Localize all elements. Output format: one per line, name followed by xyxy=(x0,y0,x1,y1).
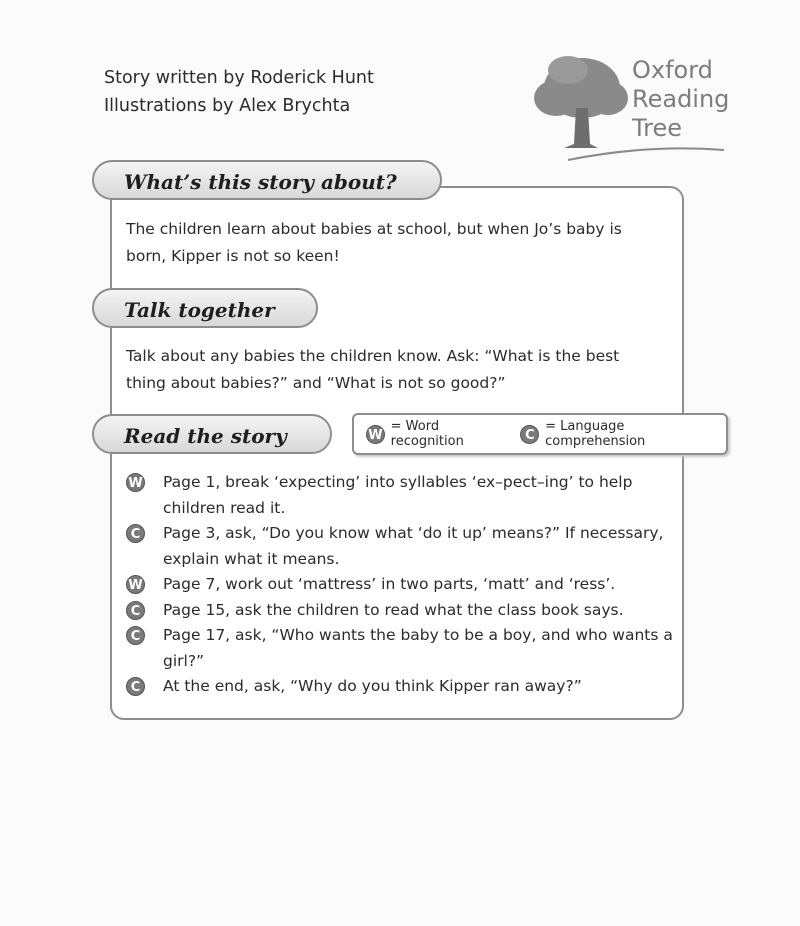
list-item-text: Page 15, ask the children to read what the class book says. xyxy=(163,600,624,619)
list-item-text: Page 17, ask, “Who wants the baby to be a boy, and who wants a girl?” xyxy=(163,626,673,670)
badge-key xyxy=(352,413,728,455)
talk-heading: Talk together xyxy=(92,288,318,328)
story-author-line: Story written by Roderick Hunt xyxy=(104,68,374,88)
logo-line-tree: Tree xyxy=(632,114,683,142)
word-recognition-badge-icon: W xyxy=(366,425,385,444)
reading-activities-list xyxy=(126,470,676,700)
language-comprehension-badge-icon: C xyxy=(520,425,539,444)
word-recognition-label: = Word recognition xyxy=(390,419,464,449)
logo-line-oxford: Oxford xyxy=(632,56,713,84)
list-item xyxy=(126,623,676,674)
about-text: The children learn about babies at school, but when Jo’s baby is born, Kipper is not so keen! xyxy=(126,220,622,265)
list-item xyxy=(126,674,676,700)
list-item xyxy=(126,470,676,521)
word-recognition-badge-icon: W xyxy=(126,473,145,492)
language-comprehension-badge-icon: C xyxy=(126,677,145,696)
logo-line-reading: Reading xyxy=(632,85,730,113)
language-comprehension-label: = Language comprehension xyxy=(545,419,646,449)
language-comprehension-badge-icon: C xyxy=(126,626,145,645)
list-item-text: At the end, ask, “Why do you think Kipper ran away?” xyxy=(163,677,582,695)
list-item xyxy=(126,521,676,572)
credits xyxy=(104,64,374,120)
list-item-text: Page 7, work out ‘mattress’ in two parts, ‘matt’ and ‘ress’. xyxy=(163,575,616,593)
read-heading: Read the story xyxy=(92,414,332,454)
list-item xyxy=(126,572,676,598)
language-comprehension-badge-icon: C xyxy=(126,601,145,620)
list-item-text: Page 1, break ‘expecting’ into syllables ‘ex–pect–ing’ to help children read it. xyxy=(163,473,633,517)
list-item xyxy=(126,598,676,624)
illustrator-line: Illustrations by Alex Brychta xyxy=(104,96,351,116)
logo-wordmark xyxy=(632,56,729,143)
about-heading: What’s this story about? xyxy=(92,160,442,200)
list-item-text: Page 3, ask, “Do you know what ‘do it up’ means?” If necessary, explain what it means. xyxy=(163,524,664,568)
talk-text: Talk about any babies the children know. Ask: “What is the best thing about babies?” and “What is not so good?” xyxy=(126,347,620,392)
language-comprehension-badge-icon: C xyxy=(126,524,145,543)
word-recognition-badge-icon: W xyxy=(126,575,145,594)
